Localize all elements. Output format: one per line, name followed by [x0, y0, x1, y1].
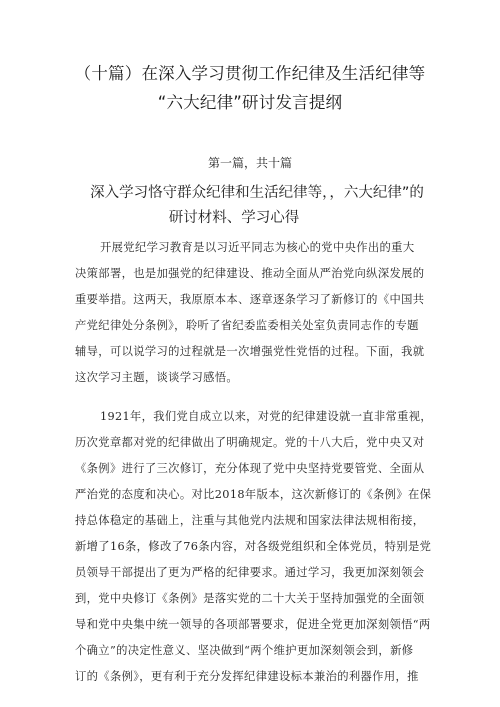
document-title-line-2: “六大纪律”研讨发言提纲	[157, 93, 343, 112]
paragraph-1-line: 开展党纪学习教育是以习近平同志为核心的党中央作出的重大	[100, 241, 415, 254]
paragraph-2-line: 1921年，我们党自成立以来，对党的纪律建设就一直非常重视，	[100, 410, 432, 423]
paragraph-2-line: 《条例》进行了三次修订，充分体现了党中央坚持党要管党、全面从	[75, 462, 425, 475]
paragraph-2-line: 新增了16条，修改了76条内容，对各级党组织和全体党员，特别是党	[75, 540, 432, 553]
paragraph-2-line: 个确立”的决定性意义、坚决做到“两个维护更加深刻领会到，新修	[75, 644, 414, 657]
paragraph-2-line: 持总体稳定的基础上，注重与其他党内法规和国家法律法规相衔接，	[75, 514, 425, 527]
paragraph-1-line: 重要举措。这两天，我原原本本、逐章逐条学习了新修订的《中国共	[75, 293, 425, 306]
paragraph-2-line: 订的《条例》，更有利于充分发挥纪律建设标本兼治的利器作用，推	[75, 670, 419, 683]
article-title-line-2: 研讨材料、学习心得	[168, 210, 300, 226]
paragraph-2-line: 到，党中央修订《条例》是落实党的二十大关于坚持加强党的全面领	[75, 592, 425, 605]
paragraph-1-line: 辅导，可以说学习的过程就是一次增强党性党悟的过程。下面，我就	[75, 345, 425, 358]
section-label: 第一篇，共十篇	[207, 156, 292, 170]
paragraph-2-line: 严治党的态度和决心。对比2018年版本，这次新修订的《条例》在保	[75, 488, 432, 501]
article-title-line-1: 深入学习恪守群众纪律和生活纪律等，，六大纪律”的	[90, 185, 424, 201]
paragraph-1-line: 决策部署，也是加强党的纪律建设、推动全面从严治党向纵深发展的	[75, 267, 425, 280]
paragraph-1-line: 产党纪律处分条例》，聆听了省纪委监委相关处室负责同志作的专题	[75, 319, 419, 332]
paragraph-2-line: 历次党章都对党的纪律做出了明确规定。党的十八大后，党中央又对	[75, 436, 425, 449]
paragraph-1-line: 这次学习主题，谈谈学习感悟。	[75, 371, 239, 384]
paragraph-2-line: 员领导干部提出了更为严格的纪律要求。通过学习，我更加深刻领会	[75, 566, 425, 579]
paragraph-2-line: 导和党中央集中统一领导的各项部署要求，促进全党更加深刻领悟“两	[75, 618, 431, 631]
document-title-line-1: （十篇）在深入学习贯彻工作纪律及生活纪律等	[74, 64, 426, 83]
